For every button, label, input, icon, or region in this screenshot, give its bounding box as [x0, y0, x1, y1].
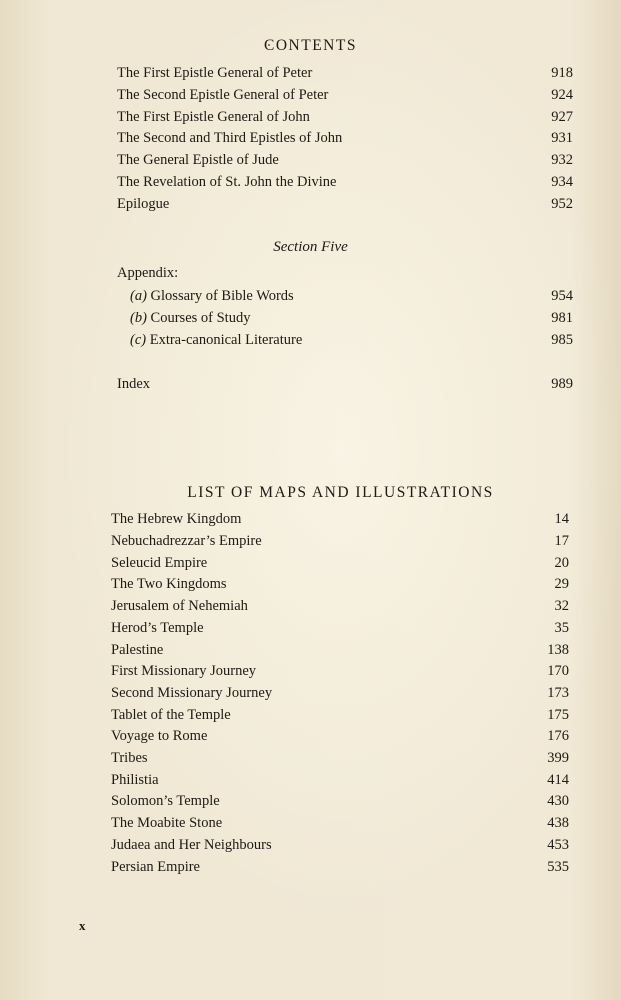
appendix-entry — [130, 329, 573, 351]
entry-page: 934 — [551, 174, 573, 190]
entry-title: Persian Empire — [111, 859, 200, 875]
entry-title: Epilogue — [117, 196, 170, 212]
entry-title: Palestine — [111, 642, 164, 658]
entry-marker: (b) — [130, 310, 147, 326]
entry-page: 918 — [551, 65, 573, 81]
entry-marker: (c) — [130, 332, 147, 348]
contents-entry — [117, 149, 573, 171]
maps-heading: LIST OF MAPS AND ILLUSTRATIONS — [187, 484, 494, 501]
contents-entry — [117, 193, 573, 215]
entry-title: Index — [117, 376, 151, 392]
entry-page: 173 — [547, 685, 569, 701]
entry-page: 138 — [547, 642, 569, 658]
contents-entry — [117, 171, 573, 193]
entry-page: 924 — [551, 87, 573, 103]
entry-title: Solomon’s Temple — [111, 793, 220, 809]
entry-page: 932 — [551, 152, 573, 168]
entry-title: The Second and Third Epistles of John — [117, 130, 343, 146]
entry-page: 981 — [551, 310, 573, 326]
map-entry — [111, 747, 569, 769]
entry-page: 430 — [547, 793, 569, 809]
map-entry — [111, 682, 569, 704]
appendix-entry — [130, 285, 573, 307]
entry-title-text: Glossary of Bible Words — [150, 288, 294, 304]
map-entry — [111, 769, 569, 791]
entry-title: Jerusalem of Nehemiah — [111, 598, 248, 614]
entry-page: 931 — [551, 130, 573, 146]
entry-page: 14 — [554, 511, 569, 527]
entry-title — [130, 285, 294, 307]
entry-title-text: Extra-canonical Literature — [149, 332, 303, 348]
entry-title-text: Courses of Study — [150, 310, 251, 326]
entry-title — [130, 307, 250, 329]
entry-page: 175 — [547, 707, 569, 723]
map-entry — [111, 660, 569, 682]
entry-title: The Revelation of St. John the Divine — [117, 174, 337, 190]
entry-title: Second Missionary Journey — [111, 685, 273, 701]
map-entry — [111, 639, 569, 661]
entry-title: Nebuchadrezzar’s Empire — [111, 533, 262, 549]
map-entry — [111, 790, 569, 812]
entry-page: 20 — [554, 555, 569, 571]
entry-page: 399 — [547, 750, 569, 766]
entry-title: The First Epistle General of John — [117, 109, 310, 125]
map-entry — [111, 508, 569, 530]
map-entry — [111, 704, 569, 726]
contents-entry — [117, 84, 573, 106]
contents-entry — [117, 62, 573, 84]
entry-title: The General Epistle of Jude — [117, 152, 279, 168]
entry-page: 35 — [554, 620, 569, 636]
entry-page: 438 — [547, 815, 569, 831]
index-entry — [117, 373, 573, 395]
entry-title: The Two Kingdoms — [111, 576, 227, 592]
page-number: x — [79, 918, 86, 933]
map-entry — [111, 595, 569, 617]
appendix-entry — [130, 307, 573, 329]
map-entry — [111, 834, 569, 856]
entry-title: The Moabite Stone — [111, 815, 223, 831]
map-entry — [111, 530, 569, 552]
contents-heading: CONTENTS — [264, 37, 357, 54]
entry-page: 954 — [551, 288, 573, 304]
map-entry — [111, 812, 569, 834]
entry-page: 176 — [547, 728, 569, 744]
entry-page: 952 — [551, 196, 573, 212]
entry-title: Voyage to Rome — [111, 728, 208, 744]
section-heading: Section Five — [273, 239, 348, 255]
entry-page: 32 — [554, 598, 569, 614]
contents-entry — [117, 127, 573, 149]
map-entry — [111, 552, 569, 574]
entry-title: The First Epistle General of Peter — [117, 65, 313, 81]
entry-title: The Hebrew Kingdom — [111, 511, 242, 527]
entry-page: 535 — [547, 859, 569, 875]
entry-title: Philistia — [111, 772, 159, 788]
entry-title — [130, 329, 302, 351]
entry-page: 927 — [551, 109, 573, 125]
entry-page: 170 — [547, 663, 569, 679]
contents-entry — [117, 106, 573, 128]
entry-marker: (a) — [130, 288, 147, 304]
entry-title: Seleucid Empire — [111, 555, 208, 571]
entry-page: 453 — [547, 837, 569, 853]
map-entry — [111, 856, 569, 878]
appendix-label: Appendix: — [117, 265, 179, 281]
map-entry — [111, 725, 569, 747]
entry-page: 985 — [551, 332, 573, 348]
entry-title: The Second Epistle General of Peter — [117, 87, 329, 103]
map-entry — [111, 617, 569, 639]
entry-page: 17 — [554, 533, 569, 549]
entry-page: 414 — [547, 772, 569, 788]
entry-title: Tablet of the Temple — [111, 707, 231, 723]
entry-title: Judaea and Her Neighbours — [111, 837, 272, 853]
map-entry — [111, 573, 569, 595]
entry-title: Tribes — [111, 750, 148, 766]
entry-title: Herod’s Temple — [111, 620, 204, 636]
entry-page: 29 — [554, 576, 569, 592]
entry-page: 989 — [551, 376, 573, 392]
entry-title: First Missionary Journey — [111, 663, 256, 679]
